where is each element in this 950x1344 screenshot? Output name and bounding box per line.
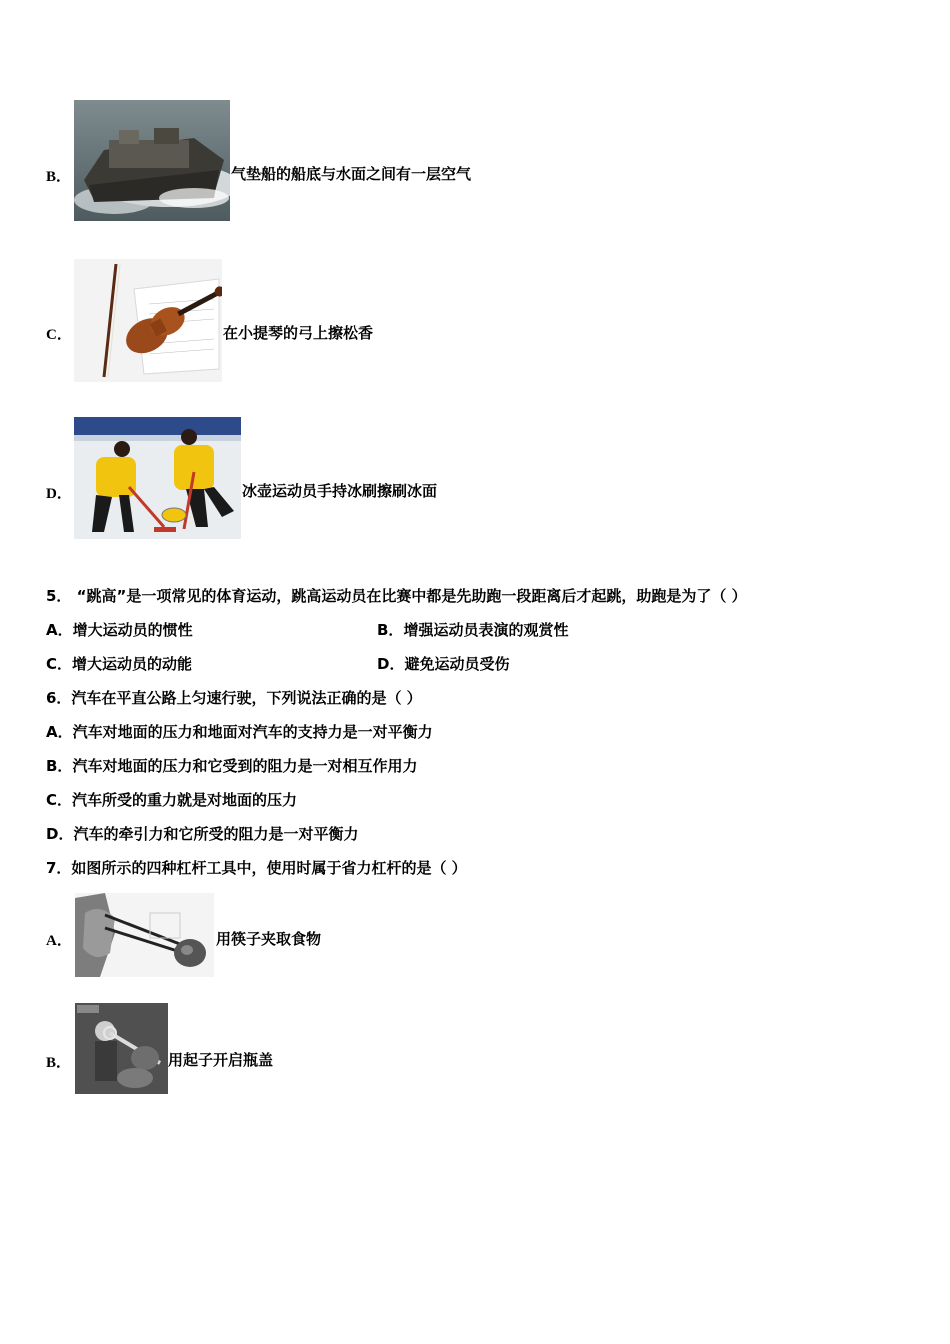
- q7-option-b-text: 用起子开启瓶盖: [168, 1051, 274, 1069]
- q5-option-b-letter: B．: [377, 621, 404, 639]
- q4-option-c-text: 在小提琴的弓上擦松香: [223, 324, 374, 342]
- chopsticks-photo: [75, 893, 214, 977]
- q6-option-b-text: 汽车对地面的压力和它受到的阻力是一对相互作用力: [72, 757, 418, 775]
- q4-option-c-letter: C．: [46, 327, 72, 343]
- q5-option-d: [377, 654, 509, 674]
- violin-photo: [74, 259, 222, 382]
- q6-option-a-text: 汽车对地面的压力和地面对汽车的支持力是一对平衡力: [72, 723, 433, 741]
- q5-option-a-text: 增大运动员的惯性: [72, 621, 193, 639]
- q6-option-b: [46, 756, 417, 776]
- q5-option-d-text: 避免运动员受伤: [404, 655, 510, 673]
- q6-option-a-letter: A．: [46, 723, 73, 741]
- q5-option-b-text: 增强运动员表演的观赏性: [403, 621, 569, 639]
- q4-option-d-text: 冰壶运动员手持冰刷擦刷冰面: [242, 482, 438, 500]
- q4-option-b-letter: B．: [46, 169, 72, 185]
- q6-stem: 6．汽车在平直公路上匀速行驶，下列说法正确的是（ ）: [46, 689, 422, 707]
- curling-photo: [74, 417, 241, 539]
- q7-stem: 7．如图所示的四种杠杆工具中，使用时属于省力杠杆的是（ ）: [46, 859, 467, 877]
- q5-option-c: [46, 654, 192, 674]
- q4-option-b-text: 气垫船的船底与水面之间有一层空气: [231, 165, 472, 183]
- q5-option-a: [46, 620, 193, 640]
- q6-option-d-text: 汽车的牵引力和它所受的阻力是一对平衡力: [73, 825, 359, 843]
- q6-option-b-letter: B．: [46, 757, 73, 775]
- q5-option-c-letter: C．: [46, 655, 73, 673]
- q6-option-c-text: 汽车所受的重力就是对地面的压力: [72, 791, 298, 809]
- q6-option-d: [46, 824, 358, 844]
- q5-option-c-text: 增大运动员的动能: [72, 655, 193, 673]
- q6-option-d-letter: D．: [46, 825, 74, 843]
- hovercraft-photo: [74, 100, 230, 221]
- q5-stem: 5． “跳高”是一项常见的体育运动，跳高运动员在比赛中都是先助跑一段距离后才起跳，助跑是为了（ ）: [46, 587, 747, 605]
- q7-option-a-text: 用筷子夹取食物: [216, 930, 322, 948]
- q6-option-a: [46, 722, 433, 742]
- q6-option-c-letter: C．: [46, 791, 73, 809]
- q4-option-d-letter: D．: [46, 486, 72, 502]
- q7-option-b-letter: B．: [46, 1055, 72, 1071]
- q7-option-a-letter: A．: [46, 933, 72, 949]
- q5-option-d-letter: D．: [377, 655, 405, 673]
- q5-option-a-letter: A．: [46, 621, 73, 639]
- q5-option-b: [377, 620, 568, 640]
- q6-option-c: [46, 790, 297, 810]
- bottle-opener-photo: [75, 1003, 168, 1094]
